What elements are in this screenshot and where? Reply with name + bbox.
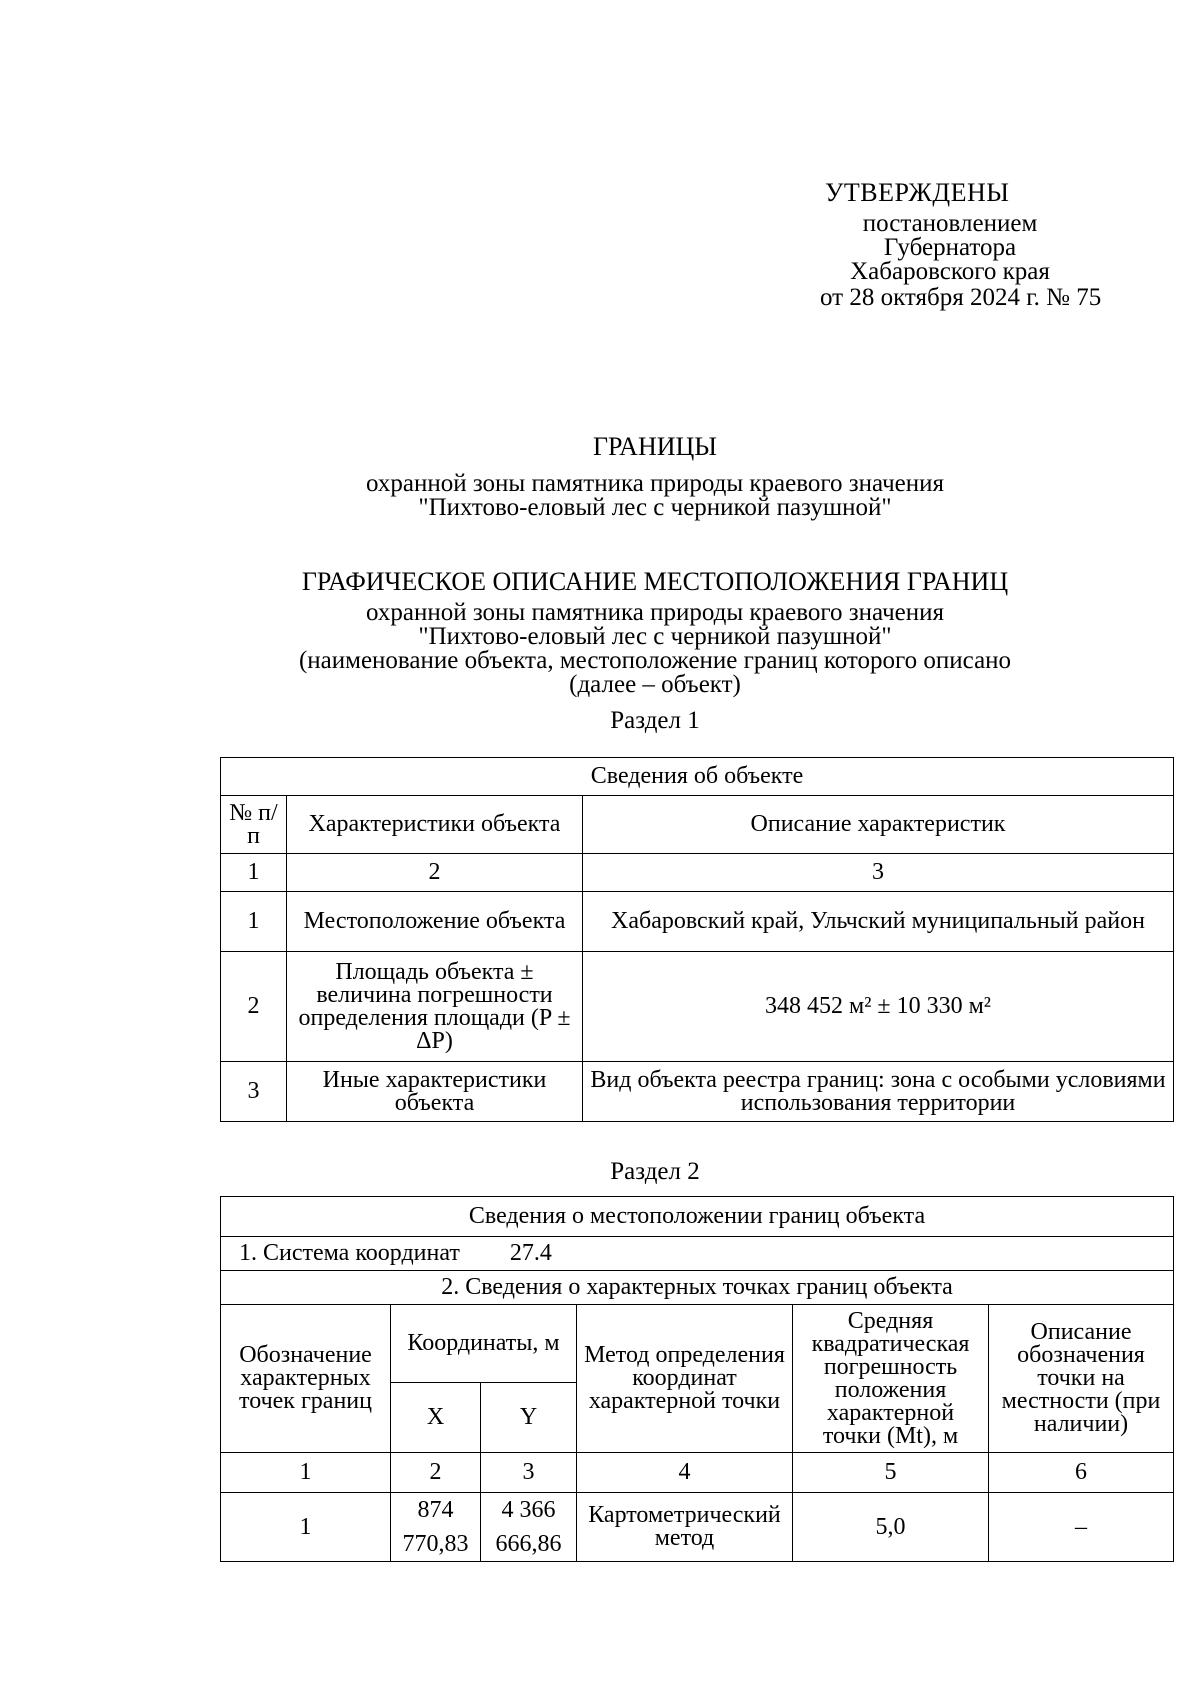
column-number-cell: 4 [577, 1453, 793, 1493]
header-mean-error: Средняя квадратическая погрешность положения характерной точки (Mt), м [793, 1305, 989, 1453]
header-point-description: Описание обозначения точки на местности (при наличии) [989, 1305, 1174, 1453]
coordinate-x: 874 770,83 [391, 1493, 481, 1562]
coordinate-y: 4 366 666,86 [481, 1493, 577, 1562]
object-info-table-title: Сведения об объекте [221, 758, 1174, 796]
header-characteristic: Характеристики объекта [287, 796, 583, 854]
column-number-cell: 2 [391, 1453, 481, 1493]
point-description: – [989, 1493, 1174, 1562]
row-number: 2 [221, 952, 287, 1062]
object-info-table [220, 757, 1174, 1122]
characteristic-name: Площадь объекта ± величина погрешности определения площади (P ± ΔP) [287, 952, 583, 1062]
approval-line-region: Хабаровского края [850, 258, 1050, 285]
table-row [221, 1493, 1174, 1562]
graphic-line-3: (наименование объекта, местоположение границ которого описано [298, 647, 1012, 674]
row-number: 1 [221, 892, 287, 952]
determination-method: Картометрический метод [577, 1493, 793, 1562]
header-point-designation: Обозначение характерных точек границ [221, 1305, 391, 1453]
column-number-cell: 5 [793, 1453, 989, 1493]
header-description: Описание характеристик [583, 796, 1174, 854]
approval-line-decree: постановлением [862, 210, 1038, 237]
approval-date: от 28 октября 2024 г. № 75 [820, 284, 1102, 311]
approval-line-governor: Губернатора [883, 234, 1017, 261]
approval-title: УТВЕРЖДЕНЫ [825, 178, 1010, 207]
coordinate-system-label: 1. Система координат [239, 1240, 460, 1266]
row-number: 3 [221, 1062, 287, 1122]
header-y: Y [481, 1383, 577, 1453]
points-info-title: 2. Сведения о характерных точках границ объекта [221, 1271, 1174, 1305]
boundary-table-title: Сведения о местоположении границ объекта [221, 1197, 1174, 1237]
boundaries-subtitle-2: "Пихтово-еловый лес с черникой пазушной" [418, 494, 892, 521]
boundaries-subtitle-1: охранной зоны памятника природы краевого значения [365, 470, 945, 497]
characteristic-value: Хабаровский край, Ульчский муниципальный район [583, 892, 1174, 952]
characteristic-value: 348 452 м² ± 10 330 м² [583, 952, 1174, 1062]
characteristic-value: Вид объекта реестра границ: зона с особыми условиями использования территории [583, 1062, 1174, 1122]
column-number-cell: 3 [583, 854, 1174, 892]
coordinate-system-value: 27.4 [509, 1240, 552, 1266]
header-number: № п/п [221, 796, 287, 854]
section-1-label: Раздел 1 [610, 707, 700, 734]
point-designation: 1 [221, 1493, 391, 1562]
header-x: X [391, 1383, 481, 1453]
header-method: Метод определения координат характерной точки [577, 1305, 793, 1453]
mean-square-error: 5,0 [793, 1493, 989, 1562]
column-number-cell: 1 [221, 854, 287, 892]
column-number-cell: 3 [481, 1453, 577, 1493]
characteristic-name: Местоположение объекта [287, 892, 583, 952]
graphic-title: ГРАФИЧЕСКОЕ ОПИСАНИЕ МЕСТОПОЛОЖЕНИЯ ГРАНИЦ [301, 567, 1009, 596]
approval-block [820, 178, 1102, 312]
boundary-points-table [220, 1196, 1174, 1562]
column-number-cell: 6 [989, 1453, 1174, 1493]
boundaries-header [230, 432, 1080, 520]
table-row [221, 892, 1174, 952]
section-2-heading [230, 1160, 1080, 1184]
section-2-label: Раздел 2 [610, 1158, 700, 1185]
graphic-description-header [230, 567, 1080, 733]
table-row [221, 952, 1174, 1062]
characteristic-name: Иные характеристики объекта [287, 1062, 583, 1122]
graphic-line-2: "Пихтово-еловый лес с черникой пазушной" [418, 623, 892, 650]
coordinate-system-row [221, 1237, 1174, 1271]
column-number-cell: 1 [221, 1453, 391, 1493]
column-number-cell: 2 [287, 854, 583, 892]
boundaries-title: ГРАНИЦЫ [593, 432, 717, 461]
graphic-line-1: охранной зоны памятника природы краевого значения [365, 599, 945, 626]
table-row [221, 1062, 1174, 1122]
graphic-line-4: (далее – объект) [569, 671, 741, 698]
header-coordinates: Координаты, м [391, 1305, 577, 1383]
